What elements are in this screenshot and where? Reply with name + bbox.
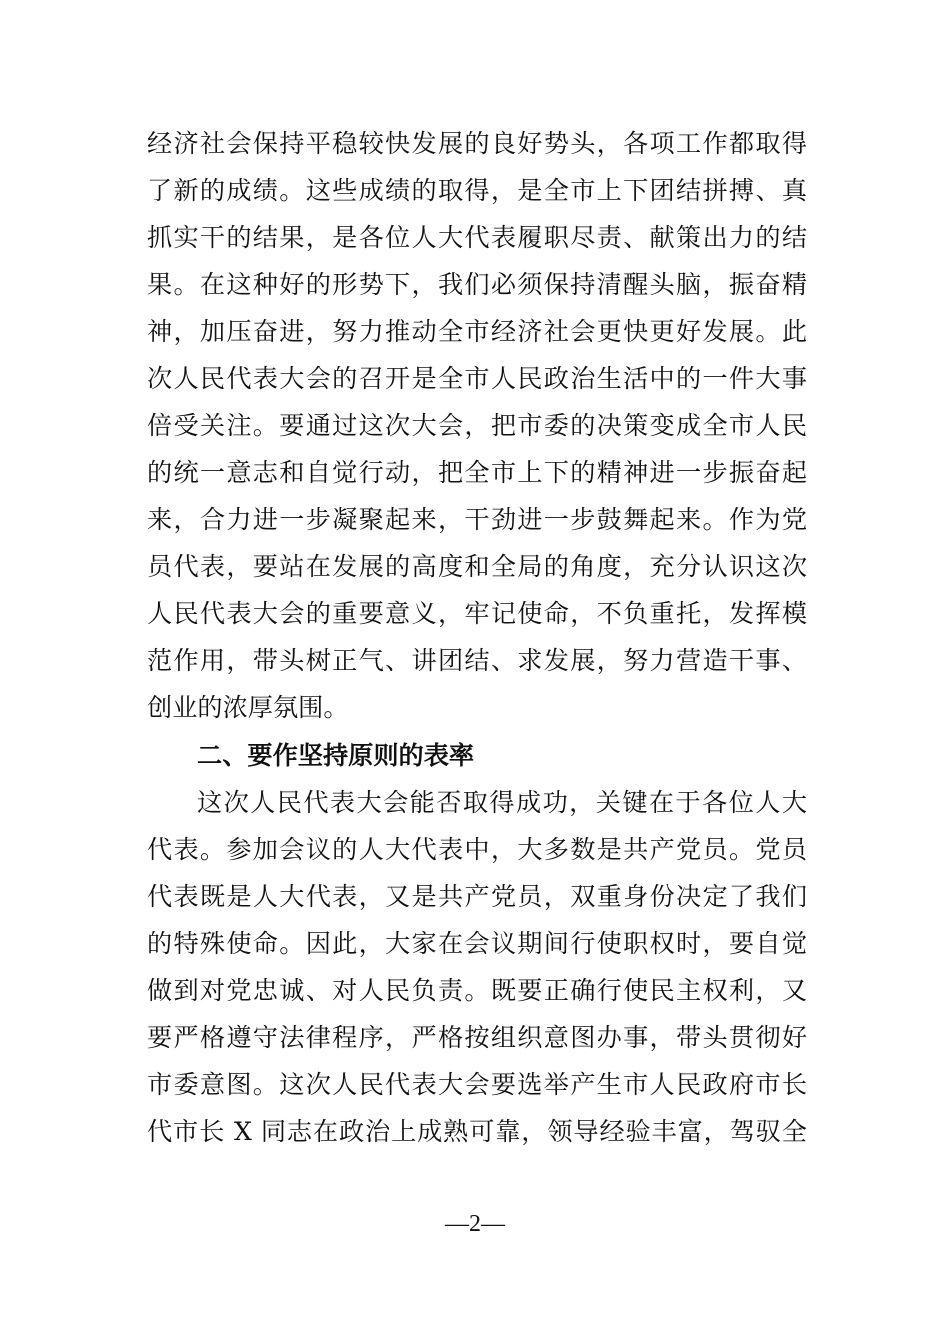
text-line: 抓实干的结果，是各位人大代表履职尽责、献策出力的结 (147, 223, 807, 252)
text-line: 的特殊使命。因此，大家在会议期间行使职权时，要自觉 (147, 929, 807, 958)
section-heading: 二、要作坚持原则的表率 (197, 740, 475, 770)
text-line: 代表。参加会议的人大代表中，大多数是共产党员。党员 (147, 835, 807, 864)
text-line: 做到对党忠诚、对人民负责。既要正确行使民主权利，又 (147, 976, 807, 1005)
text-line: 这次人民代表大会能否取得成功，关键在于各位人大 (197, 788, 807, 817)
text-line: 果。在这种好的形势下，我们必须保持清醒头脑，振奋精 (147, 270, 807, 299)
text-line: 经济社会保持平稳较快发展的良好势头，各项工作都取得 (147, 129, 807, 158)
text-line: 神，加压奋进，努力推动全市经济社会更快更好发展。此 (147, 317, 807, 346)
text-line: 创业的浓厚氛围。 (147, 693, 349, 722)
text-line: 市委意图。这次人民代表大会要选举产生市人民政府市长 (147, 1070, 807, 1099)
text-line: 次人民代表大会的召开是全市人民政治生活中的一件大事 (147, 364, 807, 393)
text-line: 代表既是人大代表，又是共产党员，双重身份决定了我们 (147, 882, 807, 911)
text-line: 人民代表大会的重要意义，牢记使命，不负重托，发挥模 (147, 599, 807, 628)
text-line: 了新的成绩。这些成绩的取得，是全市上下团结拼搏、真 (147, 176, 807, 205)
text-line: 来，合力进一步凝聚起来，干劲进一步鼓舞起来。作为党 (147, 505, 807, 534)
text-line: 的统一意志和自觉行动，把全市上下的精神进一步振奋起 (147, 458, 807, 487)
text-line: 代市长 X 同志在政治上成熟可靠，领导经验丰富，驾驭全 (147, 1117, 807, 1146)
page-number: —2— (445, 1211, 505, 1237)
text-line: 要严格遵守法律程序，严格按组织意图办事，带头贯彻好 (147, 1023, 807, 1052)
text-line: 员代表，要站在发展的高度和全局的角度，充分认识这次 (147, 552, 807, 581)
text-line: 范作用，带头树正气、讲团结、求发展，努力营造干事、 (147, 646, 807, 675)
text-line: 倍受关注。要通过这次大会，把市委的决策变成全市人民 (147, 411, 807, 440)
